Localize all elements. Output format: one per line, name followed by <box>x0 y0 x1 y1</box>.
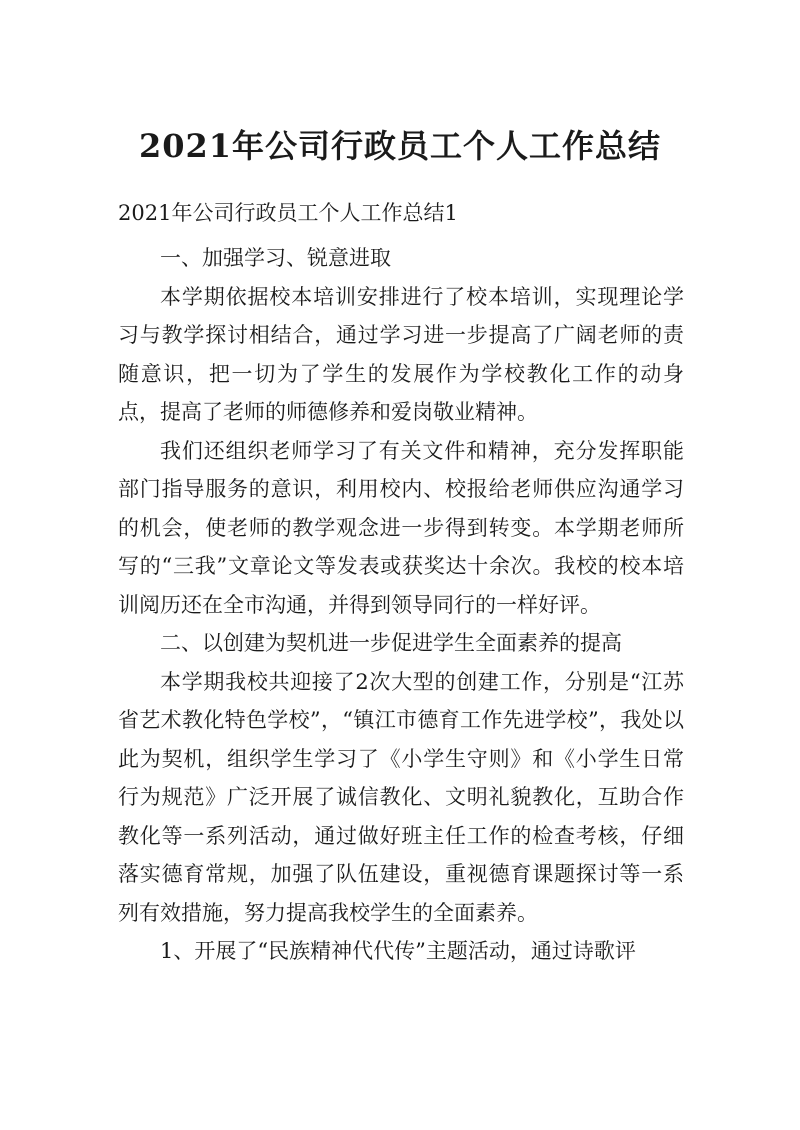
section-heading-2: 二、以创建为契机进一步促进学生全面素养的提高 <box>160 631 622 655</box>
paragraph-2: 我们还组织老师学习了有关文件和精神，充分发挥职能部门指导服务的意识，利用校内、校报给老师供应沟通学习的机会，使老师的教学观念进一步得到转变。本学期老师所写的“三我”文章论文等发表或获奖达十余次。我校的校本培训阅历还在全市沟通，并得到领导同行的一样好评。 <box>118 438 684 617</box>
section-heading-1: 一、加强学习、锐意进取 <box>160 246 391 270</box>
document-body <box>118 239 684 971</box>
paragraph-4: 1、开展了“民族精神代代传”主题活动，通过诗歌评 <box>160 939 636 963</box>
document-title: 2021年公司行政员工个人工作总结 <box>138 127 662 165</box>
paragraph-3: 本学期我校共迎接了2次大型的创建工作，分别是“江苏省艺术教化特色学校”，“镇江市德育工作先进学校”，我处以此为契机，组织学生学习了《小学生守则》和《小学生日常行为规范》广泛开展了诚信教化、文明礼貌教化，互助合作教化等一系列活动，通过做好班主任工作的检查考核，仔细落实德育常规，加强了队伍建设，重视德育课题探讨等一系列有效措施，努力提高我校学生的全面素养。 <box>118 669 684 925</box>
document-subtitle: 2021年公司行政员工个人工作总结1 <box>118 201 458 225</box>
paragraph-1: 本学期依据校本培训安排进行了校本培训，实现理论学习与教学探讨相结合，通过学习进一步提高了广阔老师的责随意识，把一切为了学生的发展作为学校教化工作的动身点，提高了老师的师德修养和爱岗敬业精神。 <box>118 284 684 424</box>
